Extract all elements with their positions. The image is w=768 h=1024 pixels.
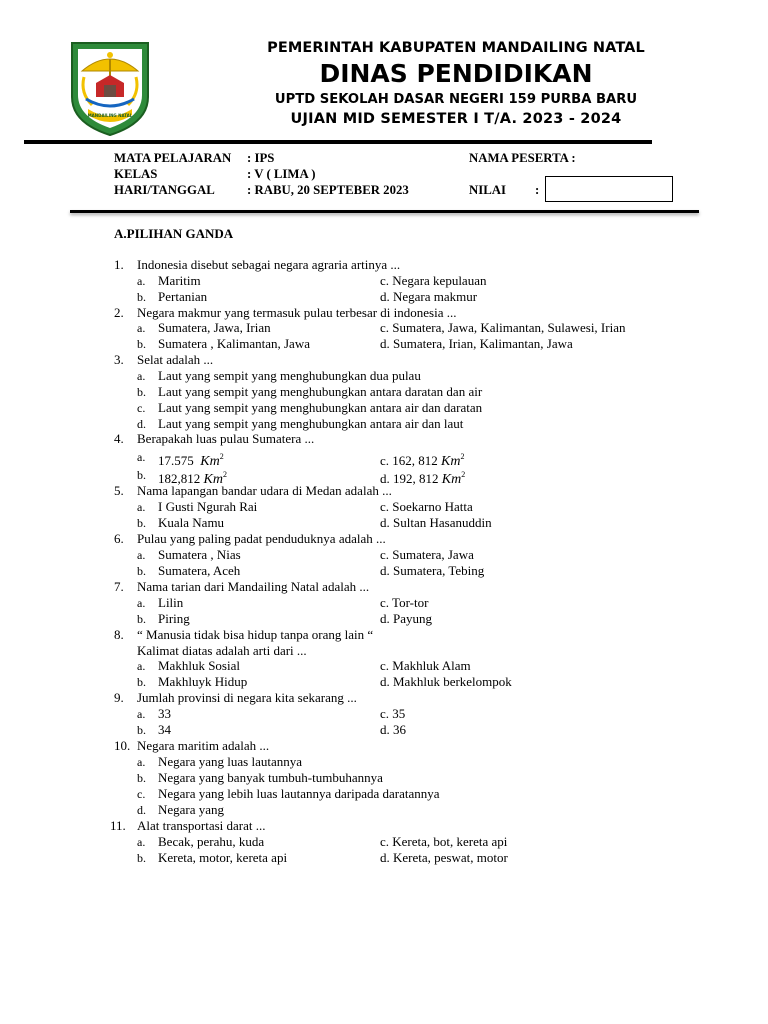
option-letter: a. <box>137 450 146 464</box>
question-number: 6. <box>114 531 124 546</box>
option-d: Negara yang <box>158 802 225 817</box>
option-a: Negara yang luas lautannya <box>158 754 303 769</box>
question-text: Alat transportasi darat ... <box>137 818 266 833</box>
regency-logo <box>66 37 154 137</box>
option-letter: b. <box>137 564 146 578</box>
question-text: Negara makmur yang termasuk pulau terbesar di indonesia ... <box>137 305 457 320</box>
option-a: Sumatera , Nias <box>158 547 241 562</box>
option-d: d. Sumatera, Irian, Kalimantan, Jawa <box>380 336 573 351</box>
option-d: d. Kereta, peswat, motor <box>380 850 508 865</box>
option-letter: b. <box>137 516 146 530</box>
unit-km: Km$^2$ <box>441 452 465 469</box>
option-a: Lilin <box>158 595 184 610</box>
option-c: c. Sumatera, Jawa <box>380 547 474 562</box>
identity-divider <box>70 210 699 213</box>
question-number: 2. <box>114 305 124 320</box>
option-a: Becak, perahu, kuda <box>158 834 265 849</box>
question-text: Nama lapangan bandar udara di Medan adalah ... <box>137 483 392 498</box>
option-letter: b. <box>137 337 146 351</box>
option-letter: a. <box>137 548 146 562</box>
question-number: 7. <box>114 579 124 594</box>
option-b: Sumatera , Kalimantan, Jawa <box>158 336 310 351</box>
option-c: c. 35 <box>380 706 406 721</box>
unit-km: Km$^2$ <box>203 470 227 487</box>
option-letter: b. <box>137 385 146 399</box>
option-c: c. Kereta, bot, kereta api <box>380 834 508 849</box>
subject-label: MATA PELAJARAN <box>114 151 232 165</box>
option-letter: d. <box>137 803 146 817</box>
government-title: PEMERINTAH KABUPATEN MANDAILING NATAL <box>267 40 645 56</box>
option-a: Laut yang sempit yang menghubungkan dua pulau <box>158 368 421 383</box>
option-letter: a. <box>137 321 146 335</box>
option-c: Negara yang lebih luas lautannya daripada daratannya <box>158 786 440 801</box>
option-d: d. Makhluk berkelompok <box>380 674 512 689</box>
score-box[interactable] <box>545 176 673 202</box>
option-a: I Gusti Ngurah Rai <box>158 499 258 514</box>
school-name: UPTD SEKOLAH DASAR NEGERI 159 PURBA BARU <box>274 92 638 107</box>
option-a-value: 17.575 <box>158 453 194 468</box>
option-letter: b. <box>137 771 146 785</box>
question-text: Berapakah luas pulau Sumatera ... <box>137 431 315 446</box>
question-text: Nama tarian dari Mandailing Natal adalah ... <box>137 579 370 594</box>
agency-title: DINAS PENDIDIKAN <box>319 59 593 88</box>
question-text: Negara maritim adalah ... <box>137 738 270 753</box>
student-name-label: NAMA PESERTA : <box>469 151 576 165</box>
date-label: HARI/TANGGAL <box>114 183 215 197</box>
option-b: Sumatera, Aceh <box>158 563 241 578</box>
subject-value: : IPS <box>247 151 275 165</box>
class-label: KELAS <box>114 167 158 181</box>
question-number: 4. <box>114 431 124 446</box>
option-c: c. Negara kepulauan <box>380 273 487 288</box>
option-letter: a. <box>137 835 146 849</box>
option-letter: a. <box>137 369 146 383</box>
option-b: 34 <box>158 722 171 737</box>
option-letter: b. <box>137 468 146 482</box>
option-a: Maritim <box>158 273 201 288</box>
header-divider <box>24 140 652 144</box>
option-c: c. Soekarno Hatta <box>380 499 473 514</box>
option-c: c. Makhluk Alam <box>380 658 471 673</box>
option-letter: d. <box>137 417 146 431</box>
option-b: Kereta, motor, kereta api <box>158 850 288 865</box>
score-colon: : <box>535 183 540 197</box>
option-b: Makhluyk Hidup <box>158 674 248 689</box>
option-b: Kuala Namu <box>158 515 225 530</box>
question-number: 5. <box>114 483 124 498</box>
option-letter: a. <box>137 755 146 769</box>
date-value: : RABU, 20 SEPTEBER 2023 <box>247 183 409 197</box>
option-c: c. Tor-tor <box>380 595 429 610</box>
option-letter: a. <box>137 596 146 610</box>
option-d: d. 36 <box>380 722 406 737</box>
option-b-value: 182,812 <box>158 471 201 486</box>
option-a: 33 <box>158 706 171 721</box>
svg-text:MANDAILING NATAL: MANDAILING NATAL <box>87 113 133 118</box>
option-letter: b. <box>137 851 146 865</box>
option-c: c. Sumatera, Jawa, Kalimantan, Sulawesi, Irian <box>380 320 626 335</box>
option-b: Negara yang banyak tumbuh-tumbuhannya <box>158 770 383 785</box>
question-text: “ Manusia tidak bisa hidup tanpa orang lain “ <box>137 627 374 642</box>
option-d: d. Negara makmur <box>380 289 478 304</box>
option-d <box>380 467 465 488</box>
option-letter: c. <box>137 401 146 415</box>
option-b: Piring <box>158 611 190 626</box>
option-letter: c. <box>137 787 146 801</box>
score-label: NILAI <box>469 183 506 197</box>
option-d: d. Payung <box>380 611 432 626</box>
option-letter: b. <box>137 675 146 689</box>
option-b: Laut yang sempit yang menghubungkan antara daratan dan air <box>158 384 483 399</box>
question-text: Jumlah provinsi di negara kita sekarang ... <box>137 690 357 705</box>
question-text-continued: Kalimat diatas adalah arti dari ... <box>137 643 307 658</box>
option-c: Laut yang sempit yang menghubungkan antara air dan daratan <box>158 400 483 415</box>
exam-title: UJIAN MID SEMESTER I T/A. 2023 - 2024 <box>290 111 622 127</box>
option-a: Makhluk Sosial <box>158 658 240 673</box>
option-letter: b. <box>137 290 146 304</box>
question-text: Selat adalah ... <box>137 352 214 367</box>
question-text: Pulau yang paling padat penduduknya adalah ... <box>137 531 386 546</box>
option-c-value: c. 162, 812 <box>380 453 438 468</box>
option-d: Laut yang sempit yang menghubungkan antara air dan laut <box>158 416 464 431</box>
option-letter: a. <box>137 707 146 721</box>
option-d: d. Sumatera, Tebing <box>380 563 485 578</box>
option-letter: a. <box>137 659 146 673</box>
letterhead <box>196 38 716 129</box>
question-number: 3. <box>114 352 124 367</box>
option-d-value: d. 192, 812 <box>380 471 439 486</box>
option-d: d. Sultan Hasanuddin <box>380 515 492 530</box>
option-letter: a. <box>137 274 146 288</box>
question-number: 11. <box>110 818 126 833</box>
option-b: Pertanian <box>158 289 208 304</box>
option-letter: b. <box>137 612 146 626</box>
question-number: 9. <box>114 690 124 705</box>
class-value: : V ( LIMA ) <box>247 167 316 181</box>
question-text: Indonesia disebut sebagai negara agraria artinya ... <box>137 257 401 272</box>
option-letter: b. <box>137 723 146 737</box>
question-number: 8. <box>114 627 124 642</box>
section-title: A.PILIHAN GANDA <box>114 226 234 241</box>
unit-km: Km$^2$ <box>200 452 224 469</box>
question-number: 1. <box>114 257 124 272</box>
question-number: 10. <box>114 738 131 753</box>
option-letter: a. <box>137 500 146 514</box>
unit-km: Km$^2$ <box>441 470 466 487</box>
option-a: Sumatera, Jawa, Irian <box>158 320 271 335</box>
